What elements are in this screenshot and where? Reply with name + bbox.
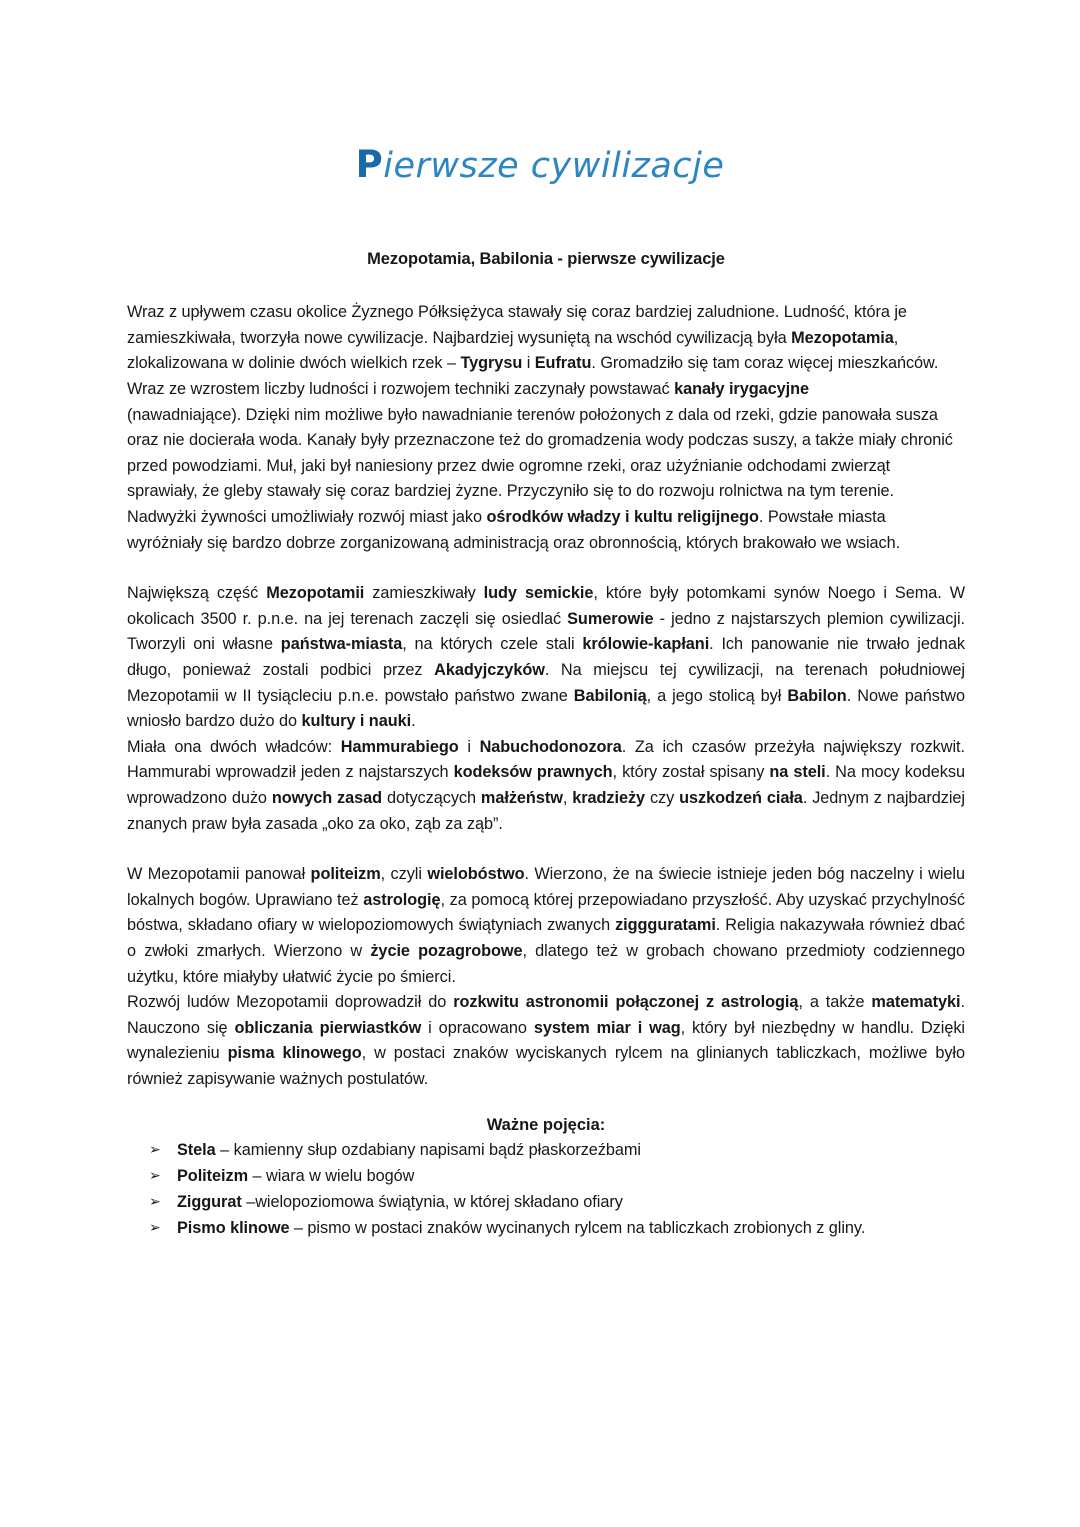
- p4-bold-1: Mezopotamii: [266, 584, 365, 603]
- p4-text-1: Największą część: [127, 584, 267, 603]
- p4-text-10: .: [411, 712, 416, 731]
- p5-text-4: , który został spisany: [612, 763, 770, 782]
- p4-text-3: , które były potomkami synów Noego i Sema. W okolicach 3500 r. p.n.e. na jej terenach zaczęli się osiedlać: [127, 584, 966, 628]
- p6-text-3: . Wierzono, że na świecie istnieje jeden bóg naczelny i wielu lokalnych bogów. Uprawiano też: [127, 865, 965, 909]
- paragraph-4: [127, 581, 965, 735]
- p6-text-4: , za pomocą której przepowiadano przyszłość. Aby uzyskać przychylność bóstwa, składano ofiary w wielopoziomowych świątyniach zwanych: [127, 890, 965, 935]
- p5-bold-3: kodeksów prawnych: [453, 763, 613, 782]
- p4-bold-9: kultury i nauki: [301, 712, 412, 731]
- p5-bold-7: kradzieży: [572, 788, 646, 807]
- p5-text-8: czy: [645, 788, 680, 807]
- list-item: [127, 1215, 965, 1241]
- term-name: Pismo klinowe: [177, 1219, 290, 1238]
- p1-text-4: . Gromadziło się tam coraz więcej mieszkańców. Wraz ze wzrostem liczby ludności i rozwojem techniki zaczynały powstawać: [127, 354, 939, 399]
- paragraph-spacer-2: [127, 837, 965, 862]
- p3-bold-1: ośrodków władzy i kultu religijnego: [486, 508, 759, 527]
- page-title: [0, 143, 1080, 186]
- list-item: [127, 1137, 965, 1163]
- p6-text-6: , dlatego też w grobach chowano przedmioty codziennego użytku, które miałyby ułatwić życie po śmierci.: [127, 941, 965, 986]
- p4-text-2: zamieszkiwały: [364, 584, 484, 603]
- p5-text-3: . Za ich czasów przeżyła największy rozkwit. Hammurabi wprowadził jeden z najstarszych: [127, 737, 965, 782]
- terms-list: [127, 1137, 965, 1241]
- term-definition: – pismo w postaci znaków wycinanych rylcem na tabliczkach zrobionych z gliny.: [289, 1219, 866, 1238]
- p4-bold-7: Babilonią: [573, 686, 647, 705]
- p5-text-5: . Na mocy kodeksu wprowadzono dużo: [127, 763, 965, 807]
- p6-bold-4: ziggguratami: [615, 916, 716, 935]
- p7-bold-2: matematyki: [871, 993, 961, 1012]
- term-definition: –wielopoziomowa świątynia, w której składano ofiary: [241, 1193, 623, 1212]
- p5-text-2: i: [458, 737, 480, 756]
- p4-bold-8: Babilon: [787, 686, 847, 705]
- term-name: Politeizm: [177, 1167, 249, 1186]
- paragraph-5: [127, 735, 965, 837]
- p1-text-2: , zlokalizowana w dolinie dwóch wielkich rzek –: [127, 328, 899, 373]
- page-title-initial: P: [355, 143, 384, 187]
- p5-text-7: ,: [562, 788, 573, 807]
- paragraph-7: [127, 990, 965, 1092]
- p4-bold-2: ludy semickie: [483, 584, 594, 603]
- p1-bold-2: Tygrysu: [460, 354, 523, 373]
- p6-text-5: . Religia nakazywała również dbać o zwłoki zmarłych. Wierzono w: [127, 916, 965, 960]
- paragraph-6: [127, 862, 965, 990]
- p4-text-5: , na których czele stali: [402, 635, 583, 654]
- paragraph-3: [127, 505, 965, 556]
- p1-bold-4: kanały irygacyjne: [674, 380, 810, 399]
- arrowhead-bullet-icon: ➢: [149, 1220, 161, 1237]
- p1-text-1: Wraz z upływem czasu okolice Żyznego Półksiężyca stawały się coraz bardziej zaludnione. Ludność, która je zamieszkiwała, tworzyła nowe cywilizacje. Najbardziej wysuniętą na wschód cywilizacją była: [127, 303, 907, 347]
- p1-bold-1: Mezopotamia: [791, 328, 894, 347]
- p4-text-4: - jedno z najstarszych plemion cywilizacji. Tworzyli oni własne: [127, 609, 965, 654]
- p1-text-3: i: [522, 354, 535, 373]
- p6-text-1: W Mezopotamii panował: [127, 865, 311, 884]
- p7-text-5: , który był niezbędny w handlu. Dzięki wynalezieniu: [127, 1018, 965, 1063]
- p5-bold-5: nowych zasad: [271, 788, 383, 807]
- list-item: [127, 1189, 965, 1215]
- p3-text-2: . Powstałe miasta wyróżniały się bardzo dobrze zorganizowaną administracją oraz obronnością, których brakowało we wsiach.: [127, 508, 901, 552]
- p7-text-1: Rozwój ludów Mezopotamii doprowadził do: [127, 993, 454, 1012]
- p7-text-3: . Nauczono się: [127, 993, 965, 1037]
- p5-text-1: Miała ona dwóch władców:: [127, 737, 341, 756]
- paragraph-spacer-1: [127, 556, 965, 581]
- term-definition: – kamienny słup ozdabiany napisami bądź płaskorzeźbami: [215, 1141, 641, 1160]
- p2-text-1: (nawadniające). Dzięki nim możliwe było nawadnianie terenów położonych z dala od rzeki, gdzie panowała susza oraz nie docierała woda. Kanały były przeznaczone też do gromadzenia wody podczas suszy, a także miały chronić przed powodziami. Muł, jaki był naniesiony przez dwie ogromne rzeki, oraz użyźnianie odchodami zwierząt sprawiały, że gleby stawały się coraz bardziej żyzne. Przyczyniło się to do rozwoju rolnictwa na tym terenie.: [127, 405, 953, 501]
- p7-text-4: i opracowano: [421, 1018, 534, 1037]
- p1-bold-3: Eufratu: [534, 354, 592, 373]
- section-heading: [127, 248, 965, 270]
- p5-bold-8: uszkodzeń ciała: [679, 788, 803, 807]
- list-item: [127, 1163, 965, 1189]
- p6-bold-5: życie pozagrobowe: [370, 941, 523, 960]
- p7-bold-3: obliczania pierwiastków: [234, 1018, 422, 1037]
- p4-text-9: . Nowe państwo wniosło bardzo dużo do: [127, 686, 966, 731]
- p4-text-6: . Ich panowanie nie trwało jednak długo, ponieważ zostali podbici przez: [127, 635, 965, 679]
- arrowhead-bullet-icon: ➢: [149, 1194, 161, 1211]
- p4-bold-6: Akadyjczyków: [434, 660, 545, 679]
- p3-text-1: Nadwyżki żywności umożliwiały rozwój miast jako: [127, 508, 487, 527]
- p5-bold-2: Nabuchodonozora: [479, 737, 622, 756]
- p6-bold-1: politeizm: [310, 865, 381, 884]
- p7-text-2: , a także: [798, 993, 872, 1012]
- p5-text-6: dotyczących: [382, 788, 481, 807]
- p4-bold-4: państwa-miasta: [280, 635, 403, 654]
- p7-bold-1: rozkwitu astronomii połączonej z astrologią: [453, 993, 799, 1012]
- term-name: Ziggurat: [177, 1193, 242, 1212]
- p6-bold-2: wielobóstwo: [427, 865, 525, 884]
- p7-bold-5: pisma klinowego: [227, 1044, 362, 1063]
- arrowhead-bullet-icon: ➢: [149, 1168, 161, 1185]
- p6-text-2: , czyli: [380, 865, 428, 884]
- p4-bold-3: Sumerowie: [567, 609, 654, 628]
- paragraph-2: [127, 403, 965, 505]
- paragraph-1: [127, 300, 965, 402]
- arrowhead-bullet-icon: ➢: [149, 1142, 161, 1159]
- p7-text-6: , w postaci znaków wyciskanych rylcem na glinianych tabliczkach, możliwe było również zapisywanie ważnych postulatów.: [127, 1044, 966, 1088]
- term-definition: – wiara w wielu bogów: [248, 1167, 415, 1186]
- p7-bold-4: system miar i wag: [533, 1018, 681, 1037]
- terms-heading: Ważne pojęcia:: [486, 1116, 606, 1135]
- p4-text-7: . Na miejscu tej cywilizacji, na terenach południowej Mezopotamii w II tysiącleciu p.n.e. powstało państwo zwane: [127, 660, 965, 705]
- page-title-rest: ierwsze cywilizacje: [383, 146, 725, 187]
- p4-text-8: , a jego stolicą był: [646, 686, 788, 705]
- p5-bold-1: Hammurabiego: [340, 737, 459, 756]
- p5-bold-4: na steli: [769, 763, 826, 782]
- p6-bold-3: astrologię: [363, 890, 441, 909]
- p4-bold-5: królowie-kapłani: [582, 635, 710, 654]
- p5-text-9: . Jednym z najbardziej znanych praw była zasada „oko za oko, ząb za ząb”.: [127, 788, 965, 833]
- document-body: [127, 248, 965, 1241]
- section-heading-text: Mezopotamia, Babilonia - pierwsze cywilizacje: [367, 250, 725, 268]
- term-name: Stela: [177, 1141, 216, 1160]
- p5-bold-6: małżeństw: [480, 788, 563, 807]
